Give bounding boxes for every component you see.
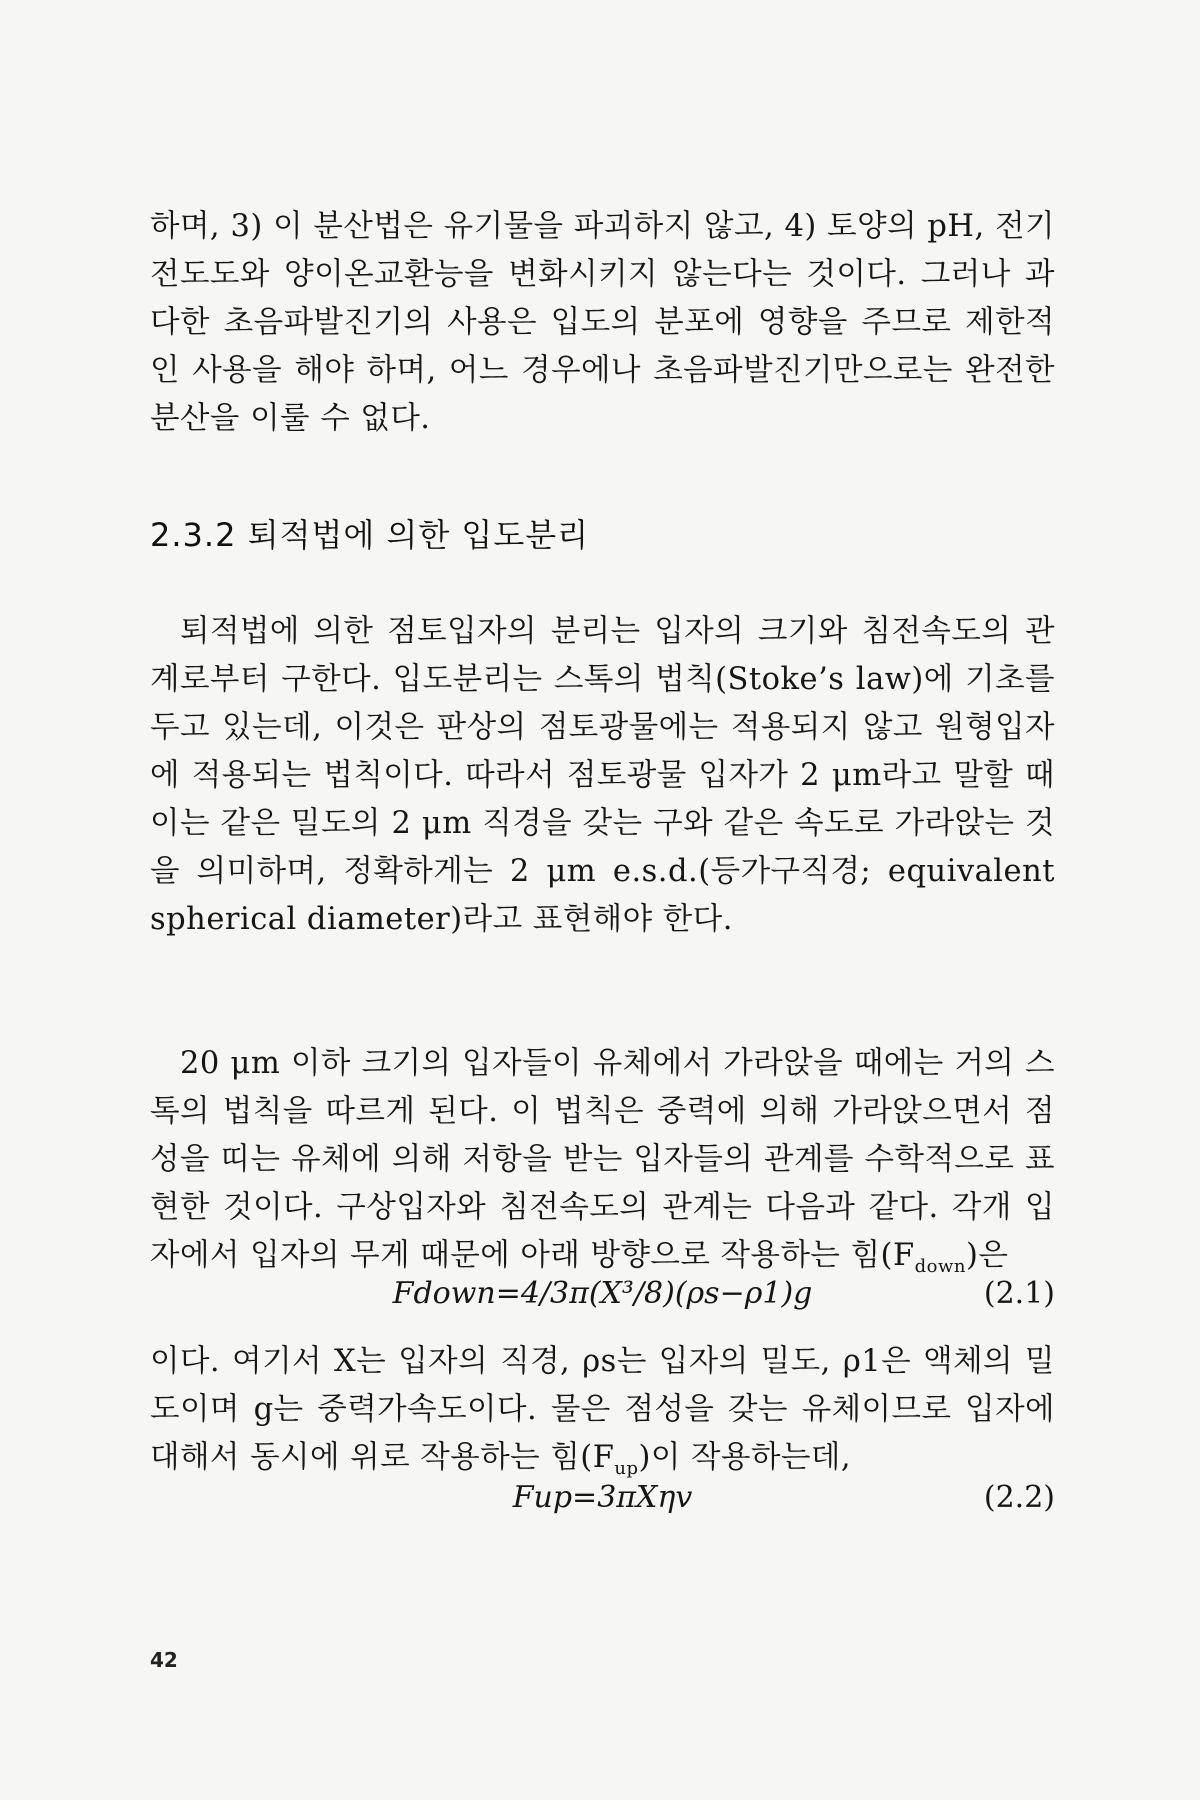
equation-2-1-number: (2.1) xyxy=(983,1276,1055,1311)
equation-2-2-number: (2.2) xyxy=(983,1480,1055,1515)
paragraph-sedimentation-method: 퇴적법에 의한 점토입자의 분리는 입자의 크기와 침전속도의 관계로부터 구한다. 입도분리는 스톡의 법칙(Stoke’s law)에 기초를 두고 있는데, 이것은 판상의 점토광물에는 적용되지 않고 원형입자에 적용되는 법칙이다. 따라서 점토광물 입자가 2 μm라고 말할 때 이는 같은 밀도의 2 μm 직경을 갖는 구와 같은 속도로 가라앉는 것을 의미하며, 정확하게는 2 μm e.s.d.(등가구직경; equivalent spherical diameter)라고 표현해야 한다. xyxy=(150,614,1055,937)
paragraph-variables-end: )이 작용하는데, xyxy=(638,1440,852,1475)
paragraph-stokes-law xyxy=(150,1040,1055,1291)
paragraph-stokes-end: )은 xyxy=(965,1238,1009,1273)
equation-2-1-formula: Fdown=4/3π(X³/8)(ρs−ρ1)g xyxy=(392,1276,813,1311)
subscript-down: down xyxy=(914,1256,966,1278)
subscript-up: up xyxy=(614,1458,639,1480)
equation-2-2-formula: Fup=3πXηv xyxy=(512,1480,693,1515)
paragraph-variables xyxy=(150,1338,1055,1493)
paragraph-stokes-text: 20 μm 이하 크기의 입자들이 유체에서 가라앉을 때에는 거의 스톡의 법칙을 따르게 된다. 이 법칙은 중력에 의해 가라앉으면서 점성을 띠는 유체에 의해 저항을 받는 입자들의 관계를 수학적으로 표현한 것이다. 구상입자와 침전속도의 관계는 다음과 같다. 각개 입자에서 입자의 무게 때문에 아래 방향으로 작용하는 힘(F xyxy=(150,1046,1055,1273)
page-number: 42 xyxy=(150,1648,178,1672)
paragraph-ultrasonic-dispersion: 하며, 3) 이 분산법은 유기물을 파괴하지 않고, 4) 토양의 pH, 전기전도도와 양이온교환능을 변화시키지 않는다는 것이다. 그러나 과다한 초음파발진기의 사용은 입도의 분포에 영향을 주므로 제한적인 사용을 해야 하며, 어느 경우에나 초음파발진기만으로는 완전한 분산을 이룰 수 없다. xyxy=(150,209,1055,436)
paragraph-variables-text: 이다. 여기서 X는 입자의 직경, ρs는 입자의 밀도, ρ1은 액체의 밀도이며 g는 중력가속도이다. 물은 점성을 갖는 유체이므로 입자에 대해서 동시에 위로 작용하는 힘(F xyxy=(150,1344,1055,1475)
section-heading: 2.3.2 퇴적법에 의한 입도분리 xyxy=(150,516,590,554)
